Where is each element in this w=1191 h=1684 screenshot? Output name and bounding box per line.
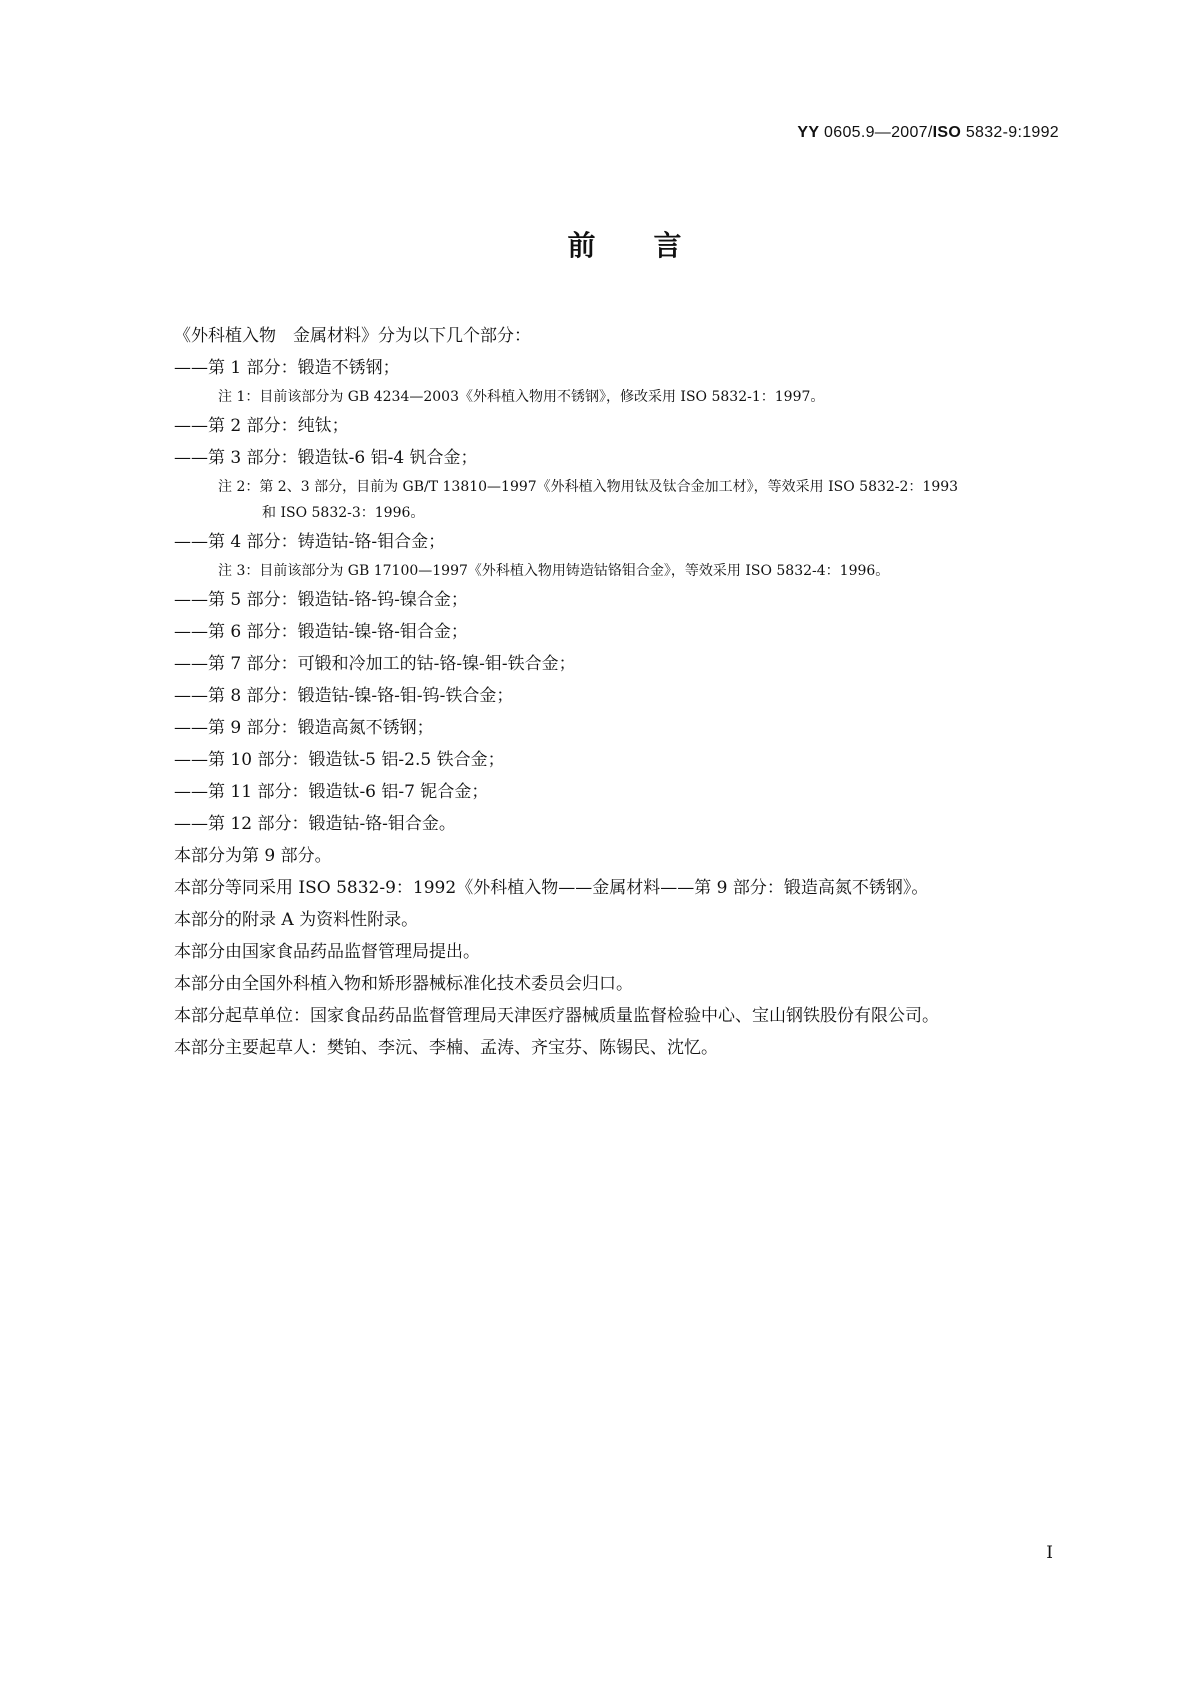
part-item: ——第 9 部分：锻造高氮不锈钢；: [174, 718, 434, 738]
part-item: ——第 11 部分：锻造钛-6 铝-7 铌合金；: [174, 782, 489, 802]
part-item: ——第 8 部分：锻造钴-镍-铬-钼-钨-铁合金；: [174, 686, 514, 706]
note-continuation: 和 ISO 5832-3：1996。: [262, 505, 425, 521]
std-code-prefix: YY: [797, 124, 820, 141]
part-item: ——第 7 部分：可锻和冷加工的钴-铬-镍-钼-铁合金；: [174, 654, 576, 674]
paragraph: 本部分主要起草人：樊铂、李沅、李楠、孟涛、齐宝芬、陈锡民、沈忆。: [174, 1038, 718, 1058]
paragraph: 本部分等同采用 ISO 5832-9：1992《外科植入物——金属材料——第 9 部分：锻造高氮不锈钢》。: [174, 878, 929, 898]
standard-code: [797, 124, 1059, 142]
part-item: ——第 5 部分：锻造钴-铬-钨-镍合金；: [174, 590, 468, 610]
paragraph: 本部分由国家食品药品监督管理局提出。: [174, 942, 480, 962]
part-item: ——第 2 部分：纯钛；: [174, 416, 349, 436]
paragraph: 本部分的附录 A 为资料性附录。: [174, 910, 419, 930]
std-code-number: 0605.9—2007/: [819, 124, 933, 141]
note-line: 注 1：目前该部分为 GB 4234—2003《外科植入物用不锈钢》，修改采用 ISO 5832-1：1997。: [218, 389, 825, 405]
part-item: ——第 10 部分：锻造钛-5 铝-2.5 铁合金；: [174, 750, 505, 770]
part-item: ——第 4 部分：铸造钴-铬-钼合金；: [174, 532, 446, 552]
part-item: ——第 12 部分：锻造钴-铬-钼合金。: [174, 814, 456, 834]
page-number: I: [1046, 1543, 1053, 1563]
page-title: 前言: [567, 229, 740, 262]
intro-line: 《外科植入物 金属材料》分为以下几个部分：: [174, 326, 531, 346]
note-line: 注 2：第 2、3 部分，目前为 GB/T 13810—1997《外科植入物用钛及钛合金加工材》，等效采用 ISO 5832-2：1993: [218, 479, 959, 495]
foreword-body: [134, 320, 1059, 1064]
note-line: 注 3：目前该部分为 GB 17100—1997《外科植入物用铸造钴铬钼合金》，等效采用 ISO 5832-4：1996。: [218, 563, 890, 579]
std-code-iso-number: 5832-9:1992: [961, 124, 1059, 141]
std-code-iso: ISO: [932, 124, 962, 141]
part-item: ——第 6 部分：锻造钴-镍-铬-钼合金；: [174, 622, 468, 642]
paragraph: 本部分由全国外科植入物和矫形器械标准化技术委员会归口。: [174, 974, 633, 994]
part-item: ——第 3 部分：锻造钛-6 铝-4 钒合金；: [174, 448, 478, 468]
part-item: ——第 1 部分：锻造不锈钢；: [174, 358, 400, 378]
paragraph: 本部分为第 9 部分。: [174, 846, 332, 866]
paragraph: 本部分起草单位：国家食品药品监督管理局天津医疗器械质量监督检验中心、宝山钢铁股份有限公司。: [174, 1006, 939, 1026]
